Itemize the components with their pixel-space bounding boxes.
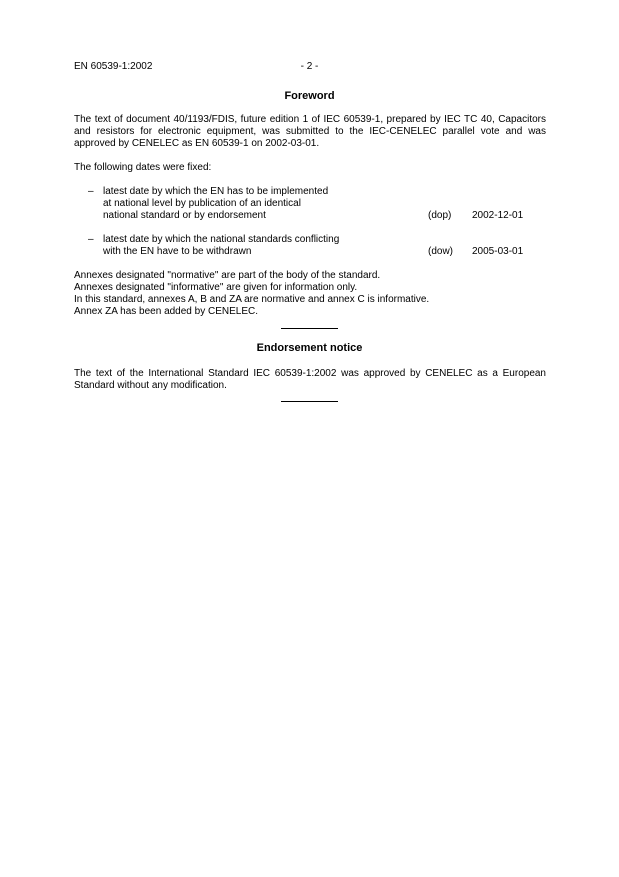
page-number: - 2 - [300,61,319,72]
date-item-description [103,186,403,222]
date-item-line: with the EN have to be withdrawn [103,246,252,257]
date-value: 2005-03-01 [472,246,524,257]
annex-note-line: Annex ZA has been added by CENELEC. [74,306,259,317]
date-code: (dop) [428,210,452,221]
list-dash: – [88,234,94,245]
annex-note-line: Annexes designated "informative" are given for information only. [74,282,358,293]
endorsement-heading: Endorsement notice [256,342,363,354]
date-code: (dow) [428,246,454,257]
foreword-heading: Foreword [284,90,335,102]
date-item-line: latest date by which the EN has to be implemented [103,186,329,197]
date-item-line: latest date by which the national standards conflicting [103,234,340,245]
foreword-intro-paragraph: The text of document 40/1193/FDIS, future edition 1 of IEC 60539-1, prepared by IEC TC 40, Capacitors and resistors for electronic equipment, was submitted to the IEC-CENELEC parallel vote and was approved by CENELEC as EN 60539-1 on 2002-03-01. [74,114,546,149]
annex-note-line: Annexes designated "normative" are part of the body of the standard. [74,270,381,281]
end-divider [281,401,338,402]
annex-notes [74,270,546,318]
date-item-line: national standard or by endorsement [103,210,266,221]
date-item-description [103,234,403,258]
annex-note-line: In this standard, annexes A, B and ZA are normative and annex C is informative. [74,294,430,305]
date-value: 2002-12-01 [472,210,524,221]
endorsement-paragraph: The text of the International Standard IEC 60539-1:2002 was approved by CENELEC as a European Standard without any modification. [74,368,546,391]
dates-intro: The following dates were fixed: [74,162,212,173]
date-item-line: at national level by publication of an identical [103,198,301,209]
document-id: EN 60539-1:2002 [74,61,153,72]
list-dash: – [88,186,94,197]
section-divider [281,328,338,329]
